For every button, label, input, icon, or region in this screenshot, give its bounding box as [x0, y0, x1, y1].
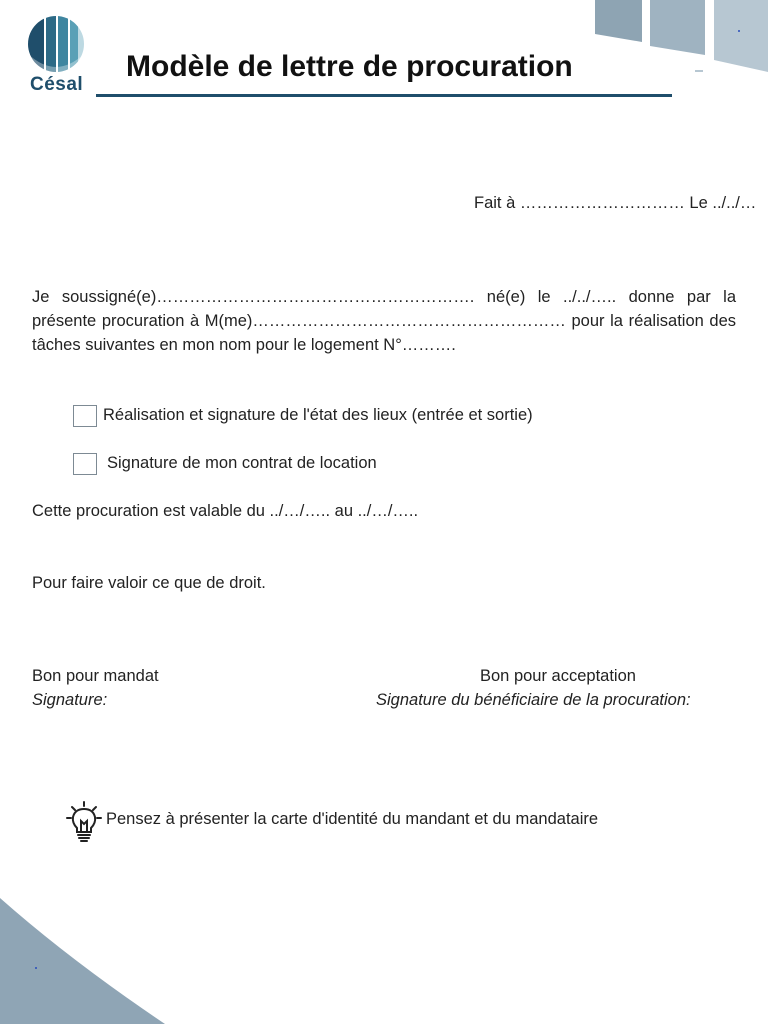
decorative-top-shapes: [590, 0, 768, 80]
mandate-heading: Bon pour mandat: [32, 667, 159, 685]
closing-statement: Pour faire valoir ce que de droit.: [32, 574, 266, 592]
acceptance-heading: Bon pour acceptation: [480, 667, 636, 685]
mandate-signature-label: Signature:: [32, 691, 108, 709]
option-contrat-location-label: Signature de mon contrat de location: [107, 454, 377, 472]
decorative-bottom-shape: [0, 890, 170, 1024]
checkbox-etat-des-lieux[interactable]: [73, 405, 97, 427]
page-title: Modèle de lettre de procuration: [126, 50, 573, 83]
lightbulb-icon: [66, 800, 102, 844]
checkbox-contrat-location[interactable]: [73, 453, 97, 475]
acceptance-signature-label: Signature du bénéficiaire de la procuration:: [376, 691, 691, 709]
place-date-line: Fait à ………………………… Le ../../…: [474, 194, 757, 212]
title-underline: [96, 94, 672, 97]
brand-name: Césal: [30, 74, 84, 95]
validity-period: Cette procuration est valable du ../…/….. au ../…/…..: [32, 502, 419, 520]
procuration-body: Je soussigné(e)…………………………………………………. né(e) le ../../….. donne par la présente procuration à M(me)………………………………………………… pour la réalisation des tâches suivantes en mon nom pour le logement N°……….: [32, 288, 736, 354]
identity-card-reminder: Pensez à présenter la carte d'identité du mandant et du mandataire: [106, 810, 599, 828]
option-etat-des-lieux-label: Réalisation et signature de l'état des lieux (entrée et sortie): [103, 406, 533, 424]
